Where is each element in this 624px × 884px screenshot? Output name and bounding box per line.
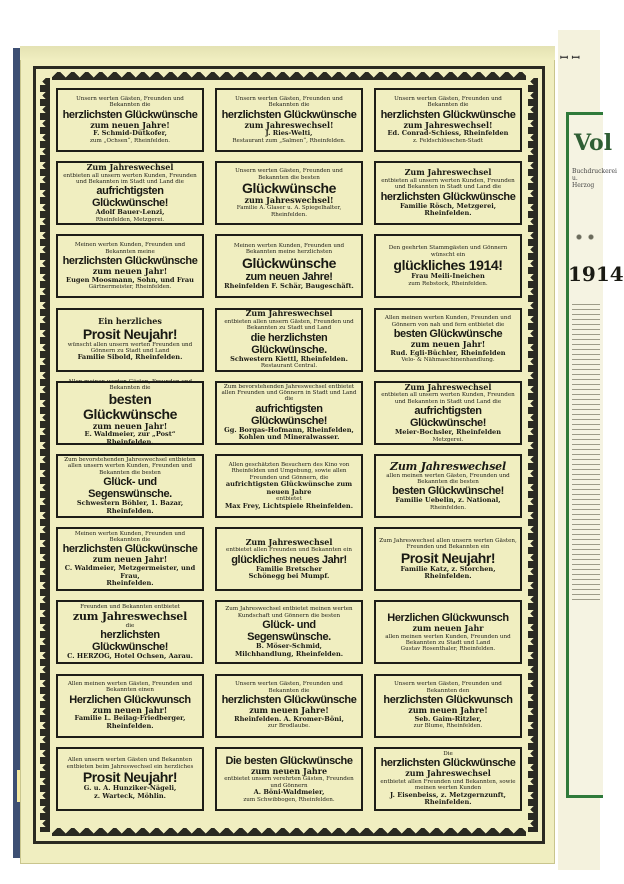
ad-line: Eugen Moosmann, Sohn, und Frau xyxy=(66,275,194,284)
ad-box xyxy=(215,674,363,738)
ad-line: aufrichtigsten Glückwünsche! xyxy=(250,402,328,427)
calendar-rule xyxy=(572,534,600,535)
ad-line: zum Rebstock, Rheinfelden. xyxy=(408,280,488,287)
ad-line: zum „Ochsen“, Rheinfelden. xyxy=(89,137,170,144)
ad-box xyxy=(56,381,204,445)
calendar-rule xyxy=(572,569,600,570)
ad-line: A. Böni-Waldmeier, xyxy=(253,787,325,796)
calendar-rule xyxy=(572,559,600,560)
ad-line: Familie L. Beilag-Friedberger, xyxy=(74,714,186,723)
calendar-rule xyxy=(572,509,600,510)
ad-line: entbieten allen unsern Gästen, Freunden und Bekannten zu Stadt und Land xyxy=(224,318,354,332)
calendar-rule xyxy=(572,589,600,590)
ad-line: zum Schwibbogen, Rheinfelden. xyxy=(243,796,335,803)
calendar-rule xyxy=(572,449,600,450)
ad-line: Zum Jahreswechsel xyxy=(245,536,333,547)
ad-line: besten Glückwünsche xyxy=(393,328,503,341)
calendar-rule xyxy=(572,399,600,400)
ad-line: Allen meinen werten Gästen, Freunden und Bekannten die xyxy=(67,379,193,392)
ad-box xyxy=(215,454,363,518)
ad-line: glückliches 1914! xyxy=(393,257,503,274)
ad-box xyxy=(56,747,204,811)
ad-line: Frau Meili-Ineichen xyxy=(411,272,485,281)
ad-line: G. u. A. Hunziker-Nägeli, xyxy=(83,784,177,793)
ad-line: Zum Jahreswechsel xyxy=(404,167,492,178)
adjacent-year: 1914 xyxy=(568,262,624,286)
ad-line: entbietet allen Freunden und Bekannten, sowie meinen werten Kunden xyxy=(380,778,516,792)
calendar-rule xyxy=(572,579,600,580)
ad-line: entbieten all unsern werten Kunden, Freunden und Bekannten in Stadt und Land die xyxy=(381,177,515,191)
zigzag-border-left xyxy=(40,78,50,832)
adjacent-page-header: ꟷ ꟷ xyxy=(560,53,580,64)
ad-line: C. Waldmeier, Metzgermeister, und Frau, xyxy=(64,563,196,580)
ad-line: Rheinfelden. xyxy=(424,209,472,218)
ad-line: glückliches neues Jahr! xyxy=(231,553,347,566)
ad-box xyxy=(374,161,522,225)
ad-line: Rheinfelden, Metzgerei. xyxy=(95,216,165,223)
ad-box xyxy=(215,161,363,225)
ad-box xyxy=(215,381,363,445)
ad-line: Glückwünsche xyxy=(241,254,336,271)
ad-line: zum neuen Jahr! xyxy=(92,420,168,431)
calendar-rule xyxy=(572,499,600,500)
calendar-column xyxy=(572,300,600,604)
ad-box xyxy=(215,308,363,372)
ad-line: aufrichtigsten Glückwünsche zum neuen Jahre xyxy=(225,480,353,496)
ad-line: Zum Jahreswechsel allen unsern werten Gästen, Freunden und Bekannten ein xyxy=(379,537,517,551)
ad-line: zum neuen Jahr xyxy=(412,623,484,634)
ad-line: Freunden und Bekannten entbietet xyxy=(80,604,180,611)
calendar-rule xyxy=(572,444,600,445)
calendar-rule xyxy=(572,539,600,540)
ad-line: J. Ries-Welti, xyxy=(265,129,313,138)
ad-line: herzlichsten Glückwünsche xyxy=(62,255,198,268)
ad-box xyxy=(215,234,363,298)
ad-box xyxy=(56,234,204,298)
calendar-rule xyxy=(572,309,600,310)
ad-grid xyxy=(56,88,522,820)
ad-box xyxy=(215,527,363,591)
calendar-rule xyxy=(572,514,600,515)
ad-line: Ein herzliches xyxy=(98,316,162,327)
ad-line: Glückwünsche xyxy=(241,179,336,196)
ad-line: zum neuen Jahr! xyxy=(92,554,168,565)
calendar-rule xyxy=(572,469,600,470)
ad-line: Meinen werten Kunden, Freunden und Bekannten meine xyxy=(74,242,186,255)
ad-box xyxy=(56,308,204,372)
ad-box xyxy=(374,674,522,738)
ad-line: Rheinfelden. xyxy=(106,506,154,515)
calendar-rule xyxy=(572,489,600,490)
calendar-rule xyxy=(572,554,600,555)
ad-line: entbietet unsern verehrten Gästen, Freunden und Gönnern xyxy=(224,776,354,789)
calendar-rule xyxy=(572,344,600,345)
ad-line: zum neuen Jahre! xyxy=(408,705,488,716)
ad-line: Meinen werten Kunden, Freunden und Bekannten meine herzlichsten xyxy=(233,242,345,256)
ad-line: Velo- & Nähmaschinenhandlung. xyxy=(401,357,495,364)
ad-line: herzlichsten Glückwünsche xyxy=(380,190,516,203)
ad-line: Unsern werten Gästen, Freunden und Bekannten die xyxy=(76,95,184,109)
ad-box xyxy=(374,381,522,445)
ad-line: Familie Bretscher xyxy=(255,564,323,573)
calendar-rule xyxy=(572,404,600,405)
ad-line: Den geehrten Stammgästen und Gönnern wünscht ein xyxy=(388,245,508,258)
ad-line: Allen unsern werten Gästen und Bekannten entbieten beim Jahreswechsel ein herzliches xyxy=(66,757,194,770)
ad-box xyxy=(374,527,522,591)
calendar-rule xyxy=(572,354,600,355)
calendar-rule xyxy=(572,424,600,425)
ad-line: Zum Jahreswechsel xyxy=(86,162,174,173)
ad-line: Kohlen und Mineralwasser. xyxy=(238,433,340,442)
calendar-rule xyxy=(572,479,600,480)
calendar-rule xyxy=(572,409,600,410)
ad-box xyxy=(56,161,204,225)
ad-line: entbietet xyxy=(276,496,302,503)
calendar-rule xyxy=(572,484,600,485)
calendar-rule xyxy=(572,584,600,585)
ad-line: herzlichsten Glückwünsche xyxy=(221,694,357,707)
calendar-rule xyxy=(572,594,600,595)
ad-line: Rheinfelden. xyxy=(424,572,472,581)
ad-line: Zum Jahreswechsel xyxy=(404,381,492,392)
ad-line: Rheinfelden. xyxy=(106,437,154,446)
calendar-rule xyxy=(572,379,600,380)
ad-line: z. Feldschlösschen-Stadt xyxy=(412,137,484,144)
adjacent-masthead: Vol xyxy=(574,130,613,156)
ad-line: zum Jahreswechsel! xyxy=(244,119,334,130)
ad-line: Restaurant zum „Salmen“, Rheinfelden. xyxy=(232,137,346,144)
ad-line: zur Brodlaube. xyxy=(267,723,311,730)
ad-box xyxy=(374,747,522,811)
calendar-rule xyxy=(572,429,600,430)
calendar-rule xyxy=(572,564,600,565)
ad-line: Metzgerei. xyxy=(432,436,464,443)
ad-line: Zum bevorstehenden Jahreswechsel entbieten allen unsern werten Kunden, Freunden und Bekannten die besten xyxy=(64,456,196,476)
calendar-rule xyxy=(572,319,600,320)
ad-line: die xyxy=(125,622,135,629)
ad-line: herzlichsten Glückwünsche xyxy=(62,108,198,121)
calendar-rule xyxy=(572,339,600,340)
ad-line: Allen meinen werten Kunden, Freunden und Gönnern von nah und fern entbietet die xyxy=(384,315,512,328)
calendar-rule xyxy=(572,504,600,505)
ad-line: herzlichsten Glückwünsche! xyxy=(91,629,169,653)
calendar-rule xyxy=(572,304,600,305)
ad-line: Herzlichen Glückwunsch xyxy=(387,612,509,625)
ad-line: Allen geschätzten Besuchern des Kino von Rheinfelden und Umgebung, sowie allen Freunden und Gönnern, die xyxy=(228,461,350,481)
ad-line: entbieten all unsern werten Kunden, Freunden und Bekannten im Stadt und Land die xyxy=(63,172,197,185)
ad-line: Rheinfelden. xyxy=(106,721,154,730)
ad-line: zum neuen Jahr! xyxy=(92,704,168,715)
ad-line: Familie Rösch, Metzgerei, xyxy=(399,201,497,210)
calendar-rule xyxy=(572,389,600,390)
calendar-rule xyxy=(572,519,600,520)
ad-line: Schwestern Kiettl, Rheinfelden. xyxy=(230,354,348,363)
page-top-edge xyxy=(20,46,555,60)
zigzag-border-right xyxy=(528,78,538,832)
ad-line: Zum Jahreswechsel entbietet meinen werten Kundschaft und Gönnern die besten xyxy=(225,606,353,619)
calendar-rule xyxy=(572,374,600,375)
ad-line: z. Warteck, Möhlin. xyxy=(94,791,166,800)
ad-line: zur Blume, Rheinfelden. xyxy=(413,723,483,730)
ad-line: Schwestern Böhler, 1. Bazar, xyxy=(76,499,184,508)
ad-line: allen meinen werten Kunden, Freunden und Bekannten zu Stadt und Land xyxy=(385,633,511,646)
calendar-rule xyxy=(572,394,600,395)
ad-line: Seb. Gaim-Ritzler, xyxy=(414,714,482,723)
ad-box xyxy=(374,454,522,518)
calendar-rule xyxy=(572,334,600,335)
ad-line: zum neuen Jahr! xyxy=(92,266,168,277)
ad-line: aufrichtigsten Glückwünsche! xyxy=(409,404,487,429)
ad-line: Adolf Bauer-Lenzi, xyxy=(95,208,165,217)
calendar-rule xyxy=(572,459,600,460)
ad-line: allen meinen werten Gästen, Freunden und Bekannten die besten xyxy=(386,472,510,485)
ad-box xyxy=(215,88,363,152)
ad-line: entbieten all unsern werten Kunden, Freunden und Bekannten in Stadt und Land die xyxy=(381,392,515,405)
ad-box xyxy=(56,454,204,518)
calendar-rule xyxy=(572,464,600,465)
ad-box xyxy=(56,527,204,591)
adjacent-publisher: Buchdruckerei u. Herzog xyxy=(572,168,617,189)
ad-line: zum neuen Jahr! xyxy=(410,339,486,350)
ad-line: Glück- und Segenswünsche. xyxy=(247,619,331,644)
calendar-rule xyxy=(572,364,600,365)
ad-box xyxy=(374,234,522,298)
ad-line: zum Jahreswechsel! xyxy=(244,194,334,205)
ad-box xyxy=(215,600,363,664)
ad-line: Prosit Neujahr! xyxy=(82,769,178,786)
ad-line: Rheinfelden. A. Kromer-Böni, xyxy=(234,714,344,723)
calendar-rule xyxy=(572,599,600,600)
ad-box xyxy=(374,88,522,152)
ad-line: Gg. Borgas-Hofmann, Rheinfelden, xyxy=(224,425,354,434)
ornament-icon xyxy=(570,222,600,252)
ad-line: Prosit Neujahr! xyxy=(400,549,496,566)
ad-line: Familie Uebelin, z. National, xyxy=(395,496,501,505)
ad-line: Unsern werten Gästen, Freunden und Bekannten die besten xyxy=(235,168,343,181)
ad-line: Zum bevorstehenden Jahreswechsel entbietet allen Freunden und Gönnern in Stadt und Land die xyxy=(221,383,357,403)
calendar-rule xyxy=(572,329,600,330)
ad-line: herzlichsten Glückwünsche xyxy=(380,108,516,121)
ad-line: Allen meinen werten Gästen, Freunden und Bekannten einen xyxy=(67,680,193,694)
calendar-rule xyxy=(572,549,600,550)
ad-line: B. Möser-Schmid, xyxy=(256,642,322,651)
ad-box xyxy=(56,88,204,152)
calendar-rule xyxy=(572,419,600,420)
calendar-rule xyxy=(572,439,600,440)
ad-line: entbietet allen Freunden und Bekannten ein xyxy=(226,547,352,554)
ad-line: zum Jahreswechsel! xyxy=(403,119,493,130)
ad-line: Ed. Conrad-Schiess, Rheinfelden xyxy=(387,129,509,138)
zigzag-border-top xyxy=(52,72,526,80)
ad-box xyxy=(374,308,522,372)
ad-line: Max Frey, Lichtspiele Rheinfelden. xyxy=(224,501,354,510)
ad-line: herzlichsten Glückwunsch xyxy=(383,694,513,707)
ad-line: Die xyxy=(443,750,453,757)
ad-line: Unsern werten Gästen, Freunden und Bekannten die xyxy=(394,95,502,109)
ad-line: aufrichtigsten Glückwünsche! xyxy=(91,185,169,210)
ad-line: Meinen werten Kunden, Freunden und Bekannten die xyxy=(74,530,186,544)
ad-line: zum Jahreswechsel xyxy=(405,768,491,779)
calendar-rule xyxy=(572,314,600,315)
ad-line: Gärtnermeister, Rheinfelden. xyxy=(88,284,172,291)
ad-box xyxy=(56,674,204,738)
calendar-rule xyxy=(572,414,600,415)
ad-line: besten Glückwünsche xyxy=(82,390,177,422)
ad-line: zum Jahreswechsel xyxy=(72,609,188,623)
ad-line: zum neuen Jahre! xyxy=(245,270,333,283)
ad-line: die herzlichsten Glückwünsche. xyxy=(250,331,328,356)
calendar-rule xyxy=(572,384,600,385)
ad-line: Glück- und Segenswünsche. xyxy=(88,476,172,501)
ad-line: Familie A. Glaser u. A. Spiegelhalter, Rheinfelden. xyxy=(236,205,342,218)
ad-line: zum neuen Jahre xyxy=(250,765,328,776)
ad-line: herzlichsten Glückwünsche xyxy=(62,543,198,556)
ad-line: J. Eisenbeiss, z. Metzgernzunft, Rheinfelden. xyxy=(390,790,506,807)
ad-line: Rheinfelden. xyxy=(430,505,466,511)
ad-line: herzlichsten Glückwünsche xyxy=(380,757,516,770)
zigzag-border-bottom xyxy=(52,828,526,836)
calendar-rule xyxy=(572,474,600,475)
calendar-rule xyxy=(572,529,600,530)
ad-line: Zum Jahreswechsel xyxy=(245,308,333,319)
ad-line: wünscht allen unsern werten Freunden und Gönnern zu Stadt und Land xyxy=(67,341,193,355)
ad-line: Herzlichen Glückwunsch xyxy=(69,693,191,706)
calendar-rule xyxy=(572,324,600,325)
calendar-rule xyxy=(572,369,600,370)
ad-line: besten Glückwünsche! xyxy=(392,485,504,498)
ad-line: F. Schmid-Dütkofer, xyxy=(93,129,167,138)
calendar-rule xyxy=(572,574,600,575)
ad-box xyxy=(374,600,522,664)
ad-line: E. Waldmeier, zur „Post“ xyxy=(84,430,176,439)
ad-line: herzlichsten Glückwünsche xyxy=(221,108,357,121)
ad-line: Prosit Neujahr! xyxy=(82,325,178,342)
calendar-rule xyxy=(572,524,600,525)
calendar-rule xyxy=(572,359,600,360)
calendar-rule xyxy=(572,544,600,545)
calendar-rule xyxy=(572,454,600,455)
ad-line: Rheinfelden. xyxy=(106,579,154,588)
ad-line: Meier-Bochsler, Rheinfelden xyxy=(394,427,502,436)
ad-line: Familie Sibold, Rheinfelden. xyxy=(77,353,183,362)
ad-line: zum neuen Jahre! xyxy=(249,705,329,716)
ad-line: C. HERZOG, Hotel Ochsen, Aarau. xyxy=(67,652,193,660)
ad-line: Unsern werten Gästen, Freunden und Bekannten die xyxy=(235,681,343,694)
ad-line: Schönegg bei Mumpf. xyxy=(248,572,330,581)
ad-line: zum neuen Jahre! xyxy=(90,119,170,130)
ad-line: Zum Jahreswechsel xyxy=(390,459,506,473)
ad-line: Unsern werten Gästen, Freunden und Bekannten die xyxy=(235,95,343,109)
ad-line: Familie Katz, z. Storchen, xyxy=(400,564,496,573)
calendar-rule xyxy=(572,434,600,435)
ad-line: Restaurant Central. xyxy=(260,363,318,370)
ad-line: Unsern werten Gästen, Freunden und Bekannten den xyxy=(394,681,502,694)
ad-line: Rud. Egli-Büchler, Rheinfelden xyxy=(390,348,506,357)
ad-line: Die besten Glückwünsche xyxy=(225,754,353,767)
ad-box xyxy=(56,600,204,664)
calendar-rule xyxy=(572,494,600,495)
ad-line: Rheinfelden F. Schär, Baugeschäft. xyxy=(224,281,354,290)
ad-box xyxy=(215,747,363,811)
ad-line: Milchhandlung, Rheinfelden. xyxy=(234,649,344,658)
ad-line: Gustav Rosenthaler, Rheinfelden. xyxy=(400,646,496,653)
calendar-rule xyxy=(572,349,600,350)
